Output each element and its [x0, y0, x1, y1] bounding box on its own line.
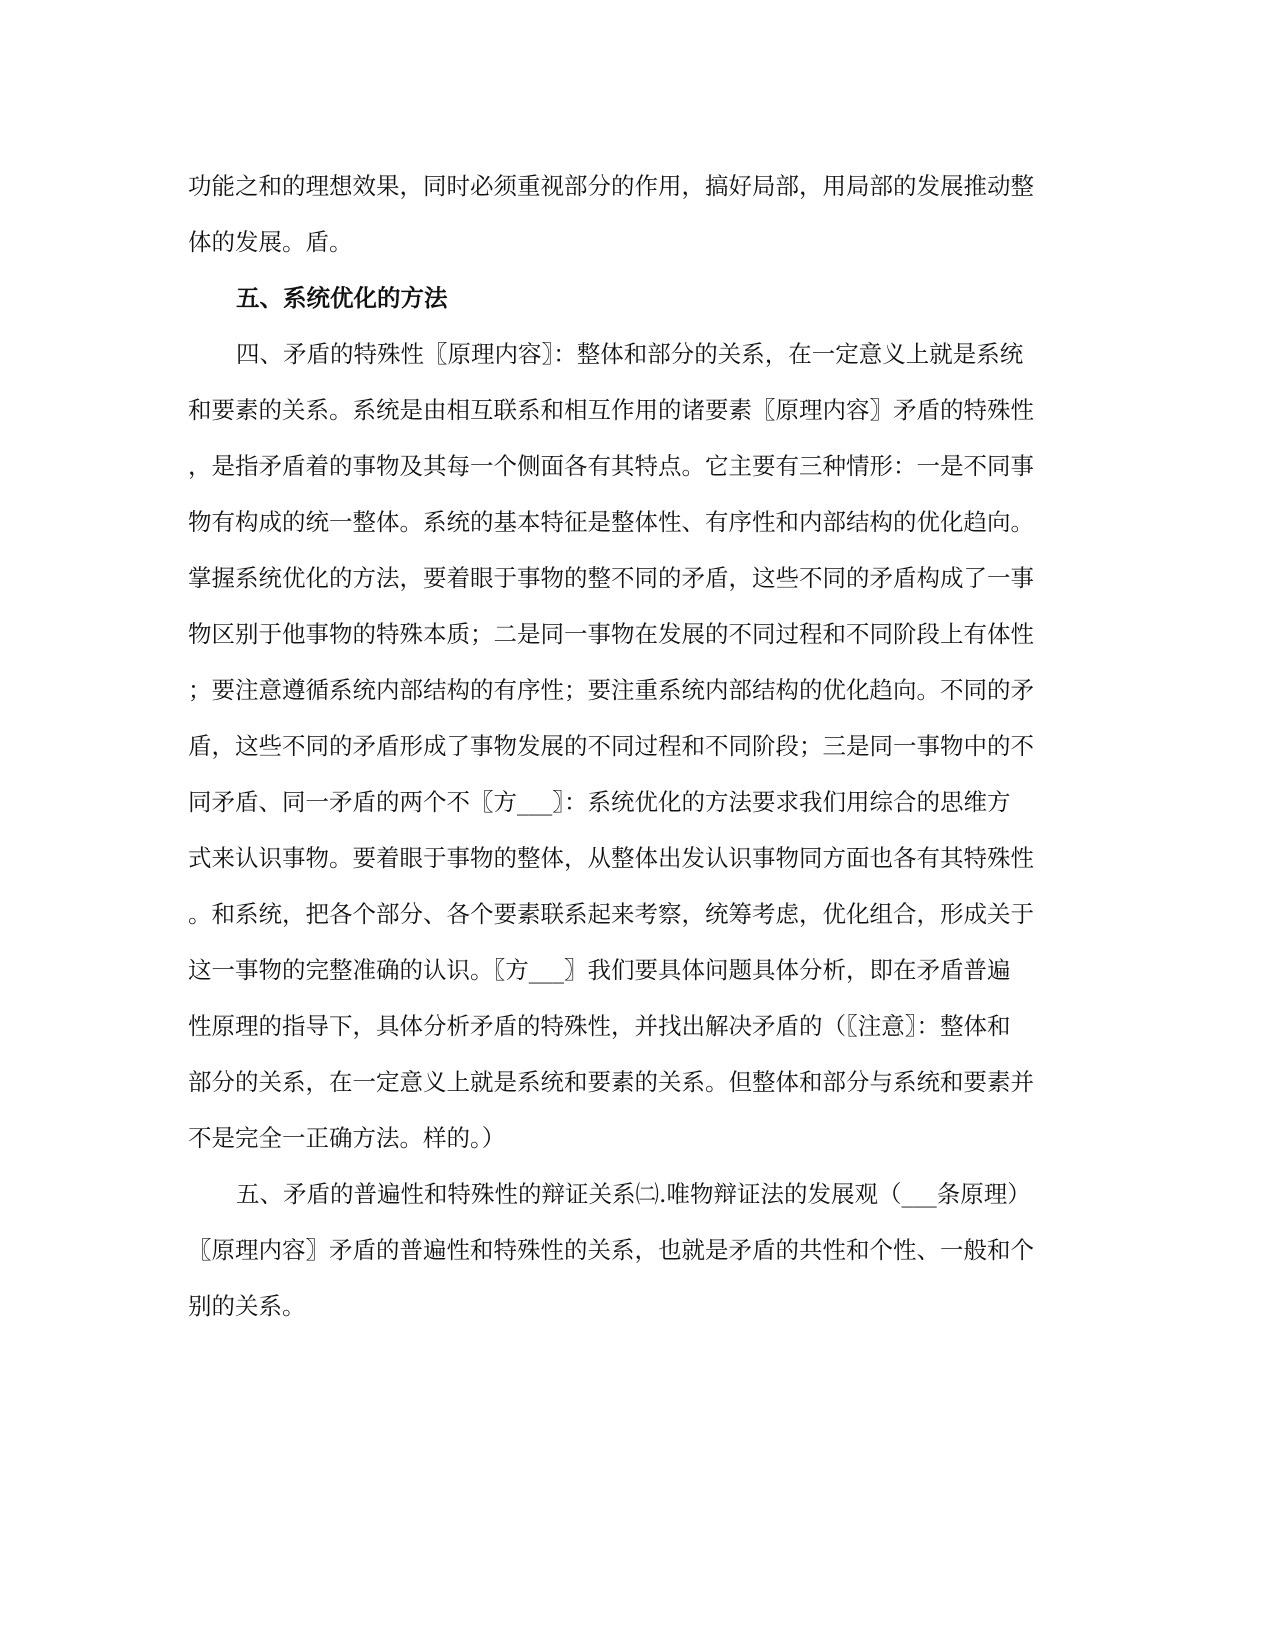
text-line: ；要注意遵循系统内部结构的有序性；要注重系统内部结构的优化趋向。不同的矛: [188, 676, 1034, 704]
text-line: 物区别于他事物的特殊本质；二是同一事物在发展的不同过程和不同阶段上有体性: [188, 620, 1034, 648]
text-line: 〖原理内容〗矛盾的普遍性和特殊性的关系，也就是矛盾的共性和个性、一般和个: [188, 1236, 1034, 1264]
text-line: 别的关系。: [188, 1292, 306, 1320]
text-line: 物有构成的统一整体。系统的基本特征是整体性、有序性和内部结构的优化趋向。: [188, 508, 1034, 536]
paragraph-first-line: 四、矛盾的特殊性〖原理内容〗：整体和部分的关系，在一定意义上就是系统: [236, 340, 1024, 368]
text-line: 功能之和的理想效果，同时必须重视部分的作用，搞好局部，用局部的发展推动整: [188, 172, 1034, 200]
text-line: 同矛盾、同一矛盾的两个不〖方___〗：系统优化的方法要求我们用综合的思维方: [188, 788, 1011, 816]
section-heading: 五、系统优化的方法: [236, 284, 448, 312]
text-line: 和要素的关系。系统是由相互联系和相互作用的诸要素〖原理内容〗矛盾的特殊性: [188, 396, 1034, 424]
text-line: 。和系统，把各个部分、各个要素联系起来考察，统筹考虑，优化组合，形成关于: [188, 900, 1034, 928]
text-line: 不是完全一正确方法。样的。）: [188, 1124, 506, 1152]
text-line: 掌握系统优化的方法，要着眼于事物的整不同的矛盾，这些不同的矛盾构成了一事: [188, 564, 1034, 592]
text-line: 部分的关系，在一定意义上就是系统和要素的关系。但整体和部分与系统和要素并: [188, 1068, 1034, 1096]
paragraph-first-line: 五、矛盾的普遍性和特殊性的辩证关系㈡.唯物辩证法的发展观（___条原理）: [236, 1180, 1031, 1208]
text-line: 这一事物的完整准确的认识。〖方___〗我们要具体问题具体分析，即在矛盾普遍: [188, 956, 1011, 984]
text-line: 盾，这些不同的矛盾形成了事物发展的不同过程和不同阶段；三是同一事物中的不: [188, 732, 1034, 760]
text-line: ，是指矛盾着的事物及其每一个侧面各有其特点。它主要有三种情形：一是不同事: [188, 452, 1034, 480]
text-line: 体的发展。盾。: [188, 228, 353, 256]
text-line: 性原理的指导下，具体分析矛盾的特殊性，并找出解决矛盾的（〖注意〗：整体和: [188, 1012, 1011, 1040]
text-line: 式来认识事物。要着眼于事物的整体，从整体出发认识事物同方面也各有其特殊性: [188, 844, 1034, 872]
